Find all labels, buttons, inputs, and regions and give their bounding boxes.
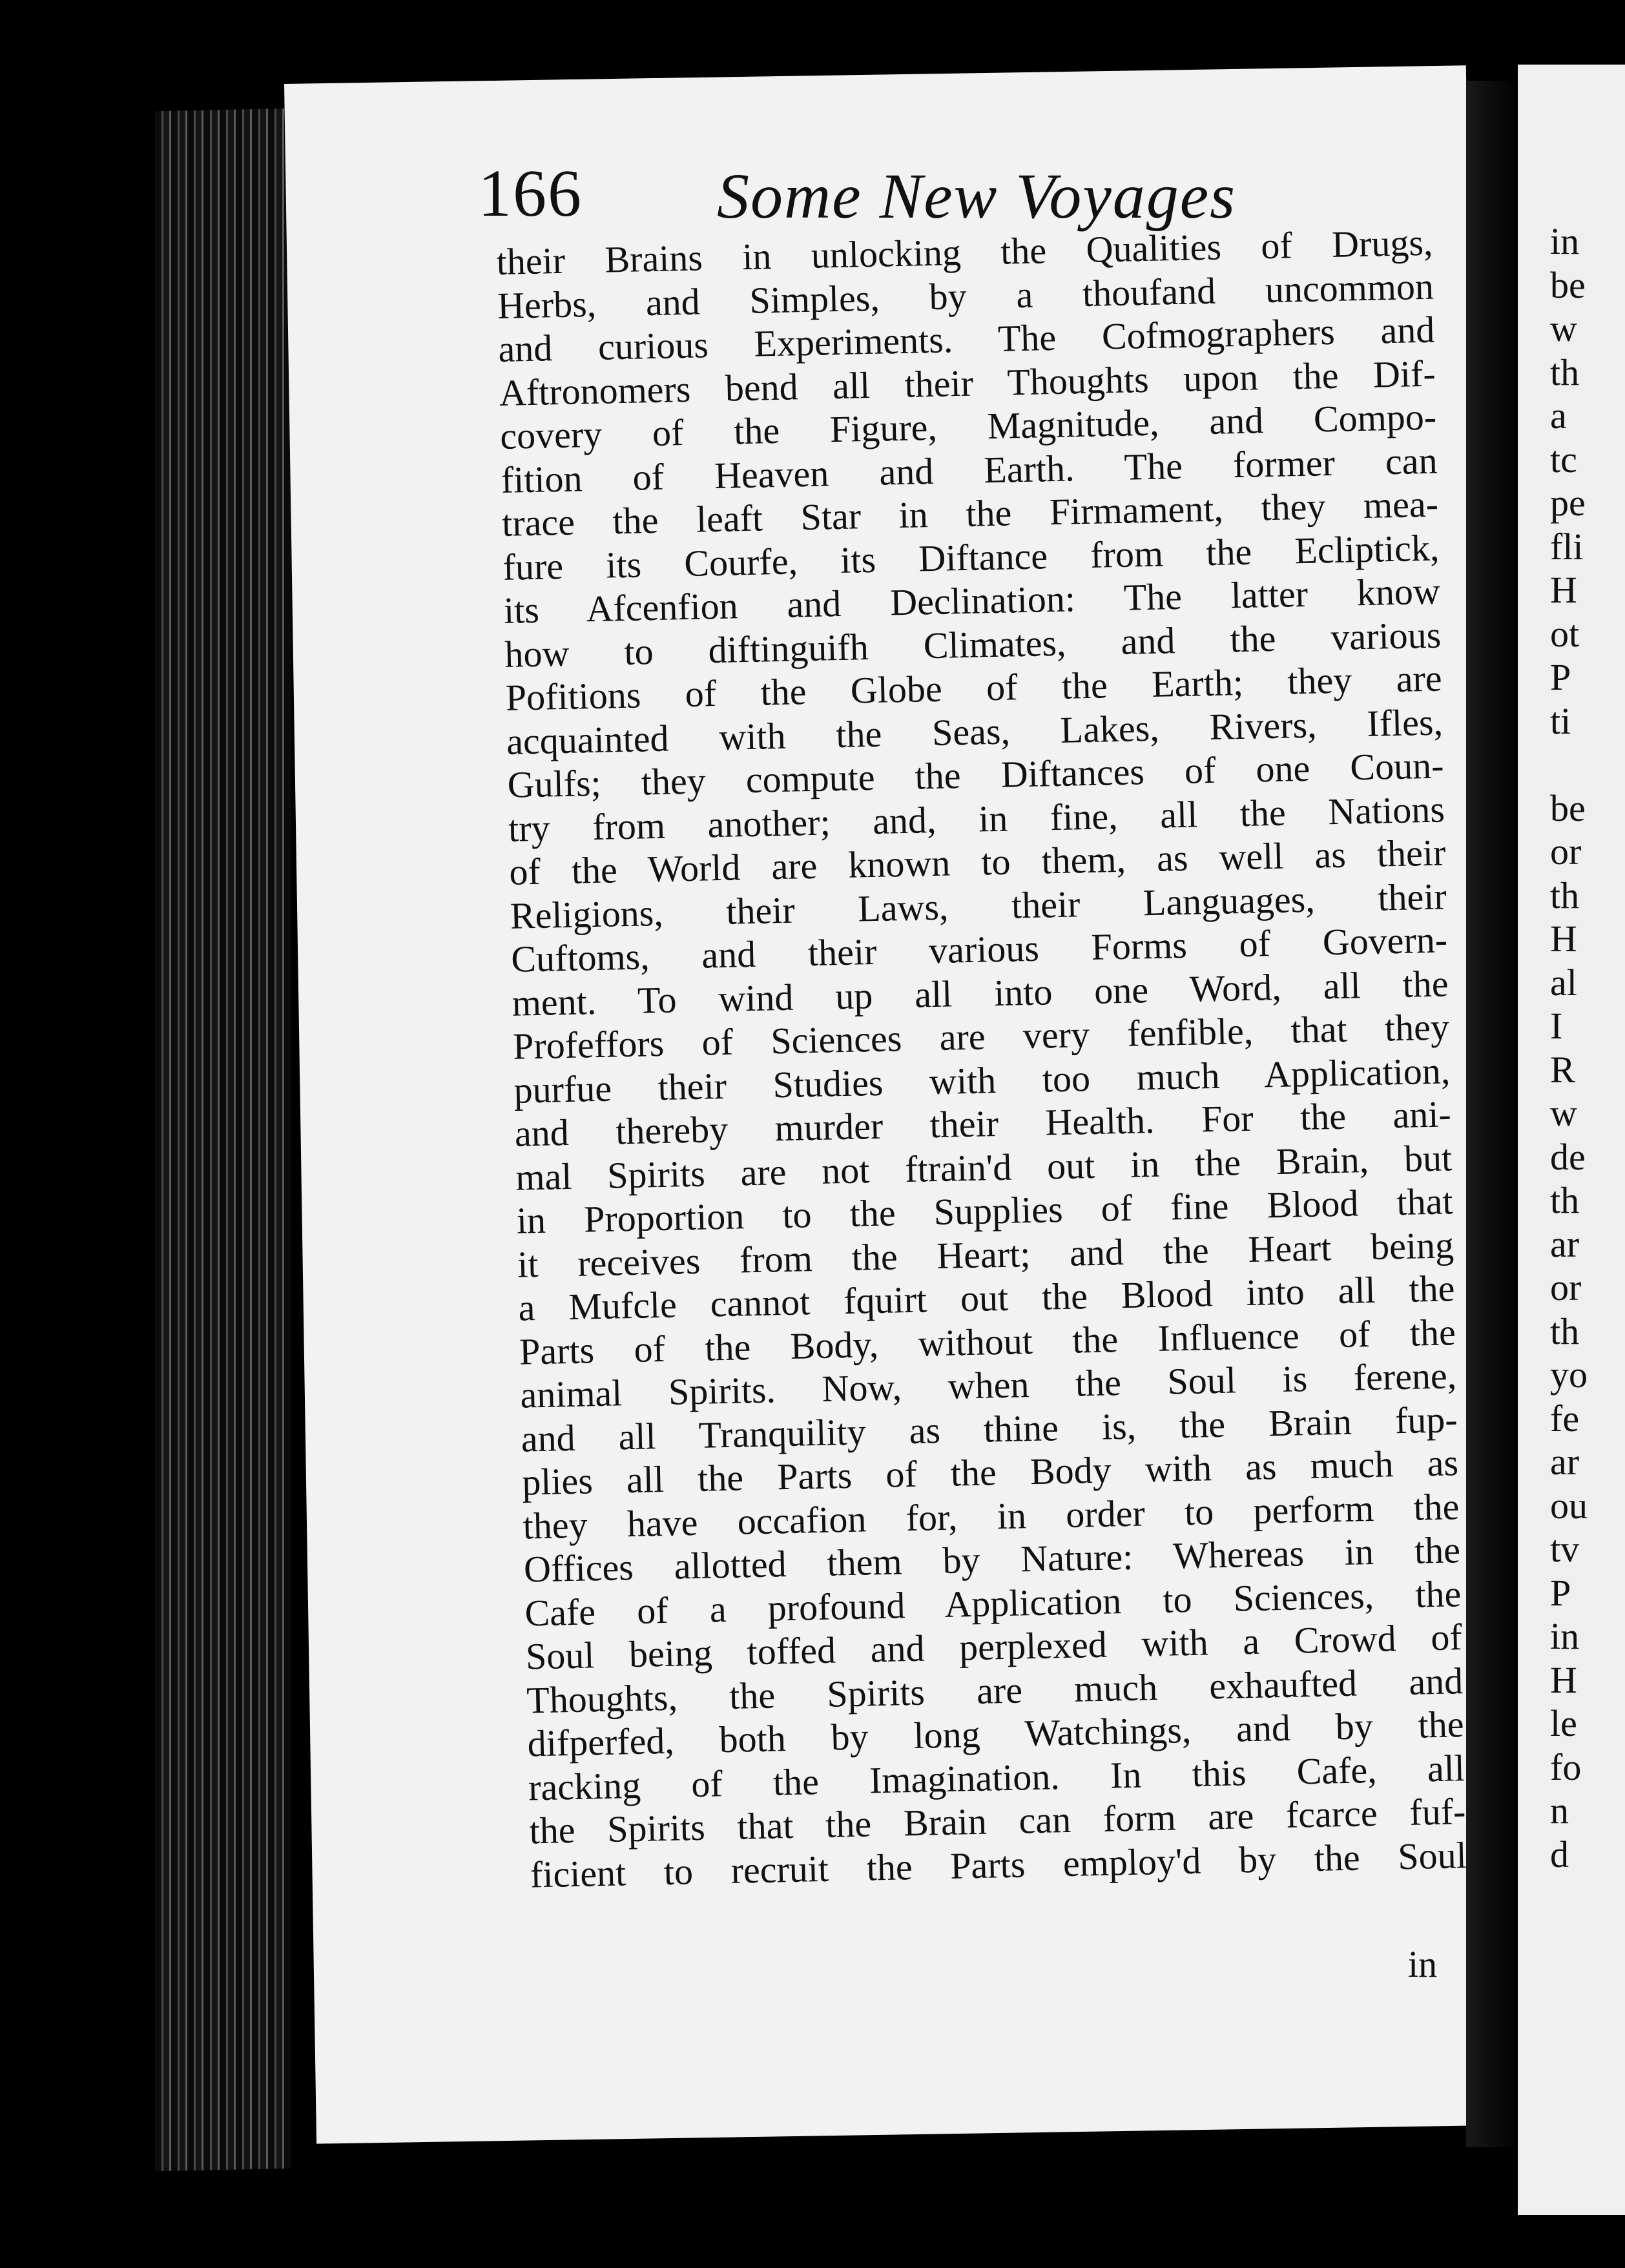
text-line: and thereby murder their Health. For the ani- [514, 1093, 1452, 1155]
text-line: their Brains in unlocking the Qualities of Drugs, [496, 221, 1434, 283]
text-line: purfue their Studies with too much Application, [513, 1049, 1451, 1111]
text-line: they have occafion for, in order to perform the [523, 1485, 1460, 1547]
text-line: Pofitions of the Globe of the Earth; they are [505, 657, 1443, 719]
facing-page-fragment: or [1550, 830, 1582, 872]
facing-page-fragment: pe [1550, 482, 1586, 524]
facing-page-fragment: or [1550, 1266, 1582, 1308]
book-page-edges [155, 108, 291, 2171]
facing-page-fragment: ar [1550, 1441, 1580, 1483]
text-line: Herbs, and Simples, by a thoufand uncommon [497, 265, 1434, 327]
facing-page-fragment: ot [1550, 612, 1580, 655]
facing-page-fragment: ti [1550, 699, 1571, 742]
facing-page-fragment: ou [1550, 1484, 1588, 1527]
text-line: and all Tranquility as thine is, the Brain fup- [521, 1397, 1458, 1460]
facing-page-fragment: th [1550, 874, 1580, 916]
text-line: of the World are known to them, as well as their [508, 831, 1446, 893]
page-number: 166 [478, 156, 583, 231]
text-line: acquainted with the Seas, Lakes, Rivers, Ifles, [506, 700, 1444, 763]
text-line: fition of Heaven and Earth. The former can [501, 439, 1438, 501]
facing-page-fragment: al [1550, 961, 1577, 1004]
facing-page-fragment: ar [1550, 1222, 1580, 1265]
text-line: Soul being toffed and perplexed with a Crowd of [525, 1616, 1463, 1678]
body-text [496, 221, 1467, 1897]
facing-page-fragment: w [1550, 307, 1577, 349]
text-line: its Afcenfion and Declination: The latter know [503, 570, 1441, 632]
facing-page-fragment: in [1550, 1615, 1580, 1657]
running-title: Some New Voyages [717, 160, 1237, 232]
text-line: Parts of the Body, without the Influence of the [519, 1310, 1456, 1373]
facing-page-fragment: a [1550, 395, 1567, 437]
facing-page-fragment: le [1550, 1702, 1577, 1744]
facing-page-fragment: in [1550, 220, 1580, 262]
catchword: in [1408, 1943, 1438, 1985]
facing-page-fragment: H [1550, 918, 1577, 960]
facing-page-fragment: R [1550, 1048, 1575, 1091]
text-line: it receives from the Heart; and the Heart being [517, 1223, 1454, 1286]
facing-page-fragment: P [1550, 656, 1571, 698]
text-line: and curious Experiments. The Cofmographers and [497, 308, 1435, 370]
facing-page-fragment [1550, 743, 1588, 787]
facing-page-fragment: th [1550, 1179, 1580, 1221]
text-line: Offices allotted them by Nature: Whereas in the [523, 1529, 1461, 1591]
facing-page-text [1550, 220, 1588, 1876]
facing-page-fragment: H [1550, 569, 1577, 611]
facing-page-fragment: fo [1550, 1746, 1582, 1788]
text-line: mal Spirits are not ftrain'd out in the Brain, but [515, 1136, 1453, 1199]
text-line: Cafe of a profound Application to Sciences, the [524, 1572, 1462, 1634]
text-line: Profeffors of Sciences are very fenfible, that they [512, 1005, 1450, 1067]
facing-page-fragment: de [1550, 1135, 1586, 1178]
text-line: animal Spirits. Now, when the Soul is ferene, [519, 1354, 1457, 1416]
text-line: racking of the Imagination. In this Cafe, all [528, 1746, 1465, 1808]
text-line: Religions, their Laws, their Languages, their [510, 874, 1447, 937]
text-line: plies all the Parts of the Body with as much as [521, 1441, 1459, 1503]
text-line: trace the leaft Star in the Firmament, they mea- [501, 482, 1439, 544]
facing-page-fragment: n [1550, 1789, 1569, 1831]
facing-page-fragment: H [1550, 1658, 1577, 1701]
facing-page-fragment: tc [1550, 438, 1577, 480]
text-line: in Proportion to the Supplies of fine Blood that [516, 1180, 1454, 1242]
gutter-shadow [1466, 81, 1518, 2147]
facing-page-fragment: th [1550, 1310, 1580, 1352]
facing-page-fragment: be [1550, 263, 1586, 306]
text-line: covery of the Figure, Magnitude, and Compo- [499, 395, 1437, 457]
text-line: try from another; and, in fine, all the Nations [508, 787, 1445, 850]
text-line: Gulfs; they compute the Diftances of one Coun- [506, 744, 1445, 806]
text-line: fure its Courfe, its Diftance from the Ecliptick, [502, 526, 1440, 588]
facing-page-fragment: P [1550, 1571, 1571, 1614]
text-line: a Mufcle cannot fquirt out the Blood into all the [517, 1267, 1455, 1329]
text-line: Cuftoms, and their various Forms of Govern- [510, 918, 1448, 980]
text-line: ficient to recruit the Parts employ'd by the Soul [530, 1833, 1467, 1895]
facing-page-fragment: tv [1550, 1528, 1580, 1570]
facing-page-fragment: yo [1550, 1354, 1588, 1396]
text-line: Aftronomers bend all their Thoughts upon the Dif- [499, 352, 1436, 414]
text-line: ment. To wind up all into one Word, all the [512, 962, 1449, 1024]
facing-page-fragment: d [1550, 1833, 1569, 1875]
facing-page-fragment: be [1550, 787, 1586, 829]
facing-page-fragment: I [1550, 1005, 1563, 1047]
text-line: Thoughts, the Spirits are much exhaufted and [526, 1659, 1464, 1721]
text-line: difperfed, both by long Watchings, and by the [527, 1703, 1465, 1765]
facing-page-fragment: fe [1550, 1397, 1580, 1439]
text-line: how to diftinguifh Climates, and the various [504, 613, 1442, 675]
facing-page-fragment: th [1550, 351, 1580, 393]
facing-page-fragment: fli [1550, 525, 1584, 568]
facing-page-fragment: w [1550, 1092, 1577, 1134]
text-line: the Spirits that the Brain can form are fcarce fuf- [528, 1790, 1466, 1852]
